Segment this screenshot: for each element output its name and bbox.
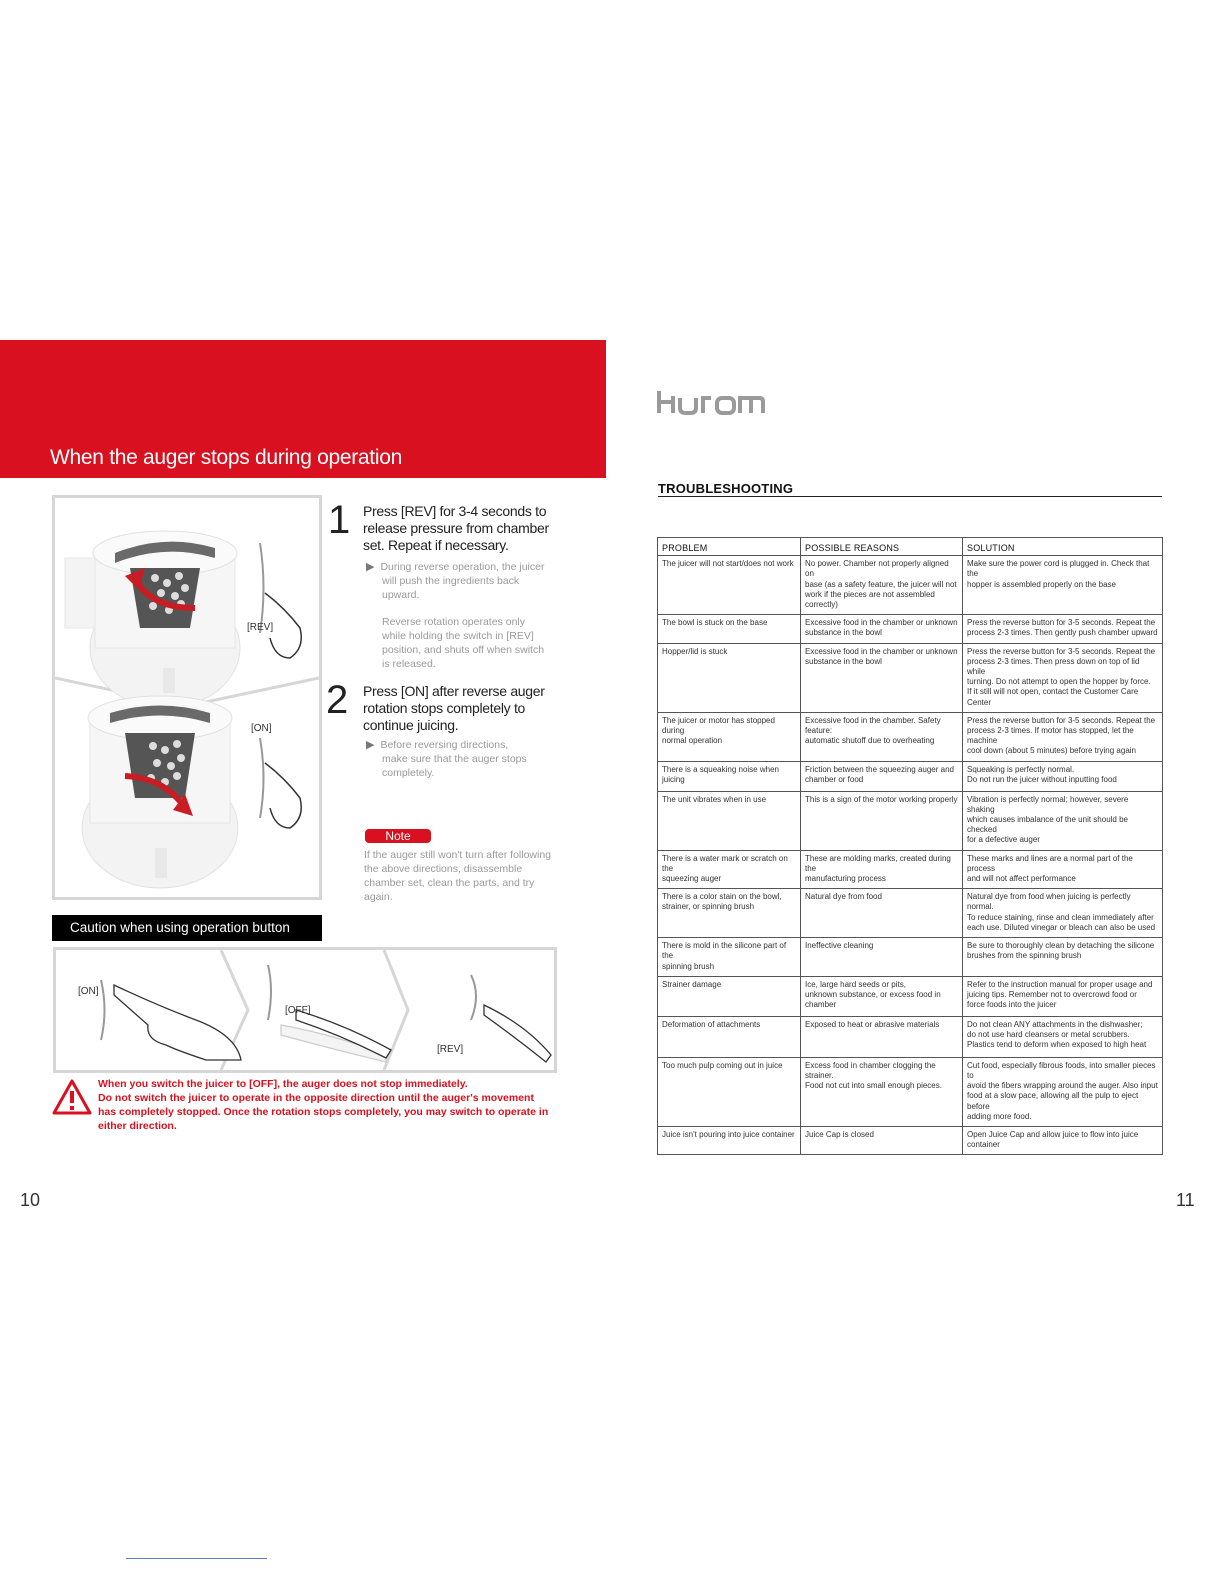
on-button-label: [ON] [78, 986, 99, 997]
cell-solution: Press the reverse button for 3-5 seconds. Repeat the process 2-3 times. If motor has stopped, let the machine cool down (about 5 minutes) before trying again [963, 712, 1163, 761]
step-2-number: 2 [326, 678, 349, 722]
table-row [658, 889, 1163, 938]
table-row [658, 1126, 1163, 1154]
cell-solution: Make sure the power cord is plugged in. Check that the hopper is assembled properly on the base [963, 556, 1163, 615]
title-divider [658, 496, 1162, 497]
hurom-logo [656, 388, 766, 416]
operation-button-illustration [53, 947, 557, 1073]
page-number-right: 11 [1176, 1190, 1195, 1210]
table-row [658, 1016, 1163, 1057]
table-row [658, 643, 1163, 712]
step-2-instructions: Press [ON] after reverse auger rotation stops completely to continue juicing. [363, 683, 545, 733]
cell-reasons: Excessive food in the chamber or unknown substance in the bowl [801, 643, 963, 712]
footer-link-underline [126, 1558, 267, 1559]
table-row [658, 850, 1163, 889]
cell-solution: Press the reverse button for 3-5 seconds. Repeat the process 2-3 times. Then gently push chamber upward [963, 615, 1163, 643]
cell-solution: Vibration is perfectly normal; however, severe shaking which causes imbalance of the unit should be checked for a defective auger [963, 791, 1163, 850]
cell-reasons: Excessive food in the chamber or unknown substance in the bowl [801, 615, 963, 643]
header-solution: SOLUTION [963, 538, 1163, 556]
cell-problem: The juicer or motor has stopped during normal operation [658, 712, 801, 761]
step-1-number: 1 [328, 498, 351, 542]
caution-heading: Caution when using operation button [52, 915, 322, 941]
header-reasons: POSSIBLE REASONS [801, 538, 963, 556]
table-row [658, 938, 1163, 977]
cell-solution: Refer to the instruction manual for proper usage and juicing tips. Remember not to overcrowd food or force foods into the juicer [963, 976, 1163, 1016]
note-badge: Note [365, 829, 431, 843]
off-button-label: [OFF] [285, 1005, 311, 1016]
bullet-arrow-icon: ▶ [366, 739, 375, 751]
cell-problem: The unit vibrates when in use [658, 791, 801, 850]
step-2-detail: ▶ Before reversing directions, make sure that the auger stops completely. [366, 739, 527, 779]
page-number-left: 10 [20, 1190, 41, 1210]
cell-reasons: Friction between the squeezing auger and chamber or food [801, 761, 963, 791]
table-row [658, 615, 1163, 643]
note-text: If the auger still won't turn after following the above directions, disassemble chamber set, clean the parts, and try again. [364, 849, 552, 903]
cell-solution: Open Juice Cap and allow juice to flow into juice container [963, 1126, 1163, 1154]
cell-reasons: Excess food in chamber clogging the strainer. Food not cut into small enough pieces. [801, 1057, 963, 1126]
rev-label: [REV] [247, 622, 274, 633]
table-row [658, 1057, 1163, 1126]
cell-problem: Strainer damage [658, 976, 801, 1016]
warning-icon [52, 1079, 92, 1115]
cell-reasons: Excessive food in the chamber. Safety feature: automatic shutoff due to overheating [801, 712, 963, 761]
juicer-illustration [52, 495, 322, 900]
cell-reasons: Juice Cap is closed [801, 1126, 963, 1154]
cell-reasons: No power. Chamber not properly aligned on base (as a safety feature, the juicer will not work if the pieces are not assembled correctly) [801, 556, 963, 615]
cell-reasons: This is a sign of the motor working properly [801, 791, 963, 850]
cell-solution: These marks and lines are a normal part of the process and will not affect performance [963, 850, 1163, 889]
juicer-rev-image [65, 531, 301, 708]
cell-problem: The bowl is stuck on the base [658, 615, 801, 643]
cell-problem: Deformation of attachments [658, 1016, 801, 1057]
cell-problem: There is mold in the silicone part of the spinning brush [658, 938, 801, 977]
cell-solution: Be sure to thoroughly clean by detaching the silicone brushes from the spinning brush [963, 938, 1163, 977]
table-row [658, 791, 1163, 850]
cell-problem: Juice isn't pouring into juice container [658, 1126, 801, 1154]
cell-reasons: Ice, large hard seeds or pits, unknown substance, or excess food in chamber [801, 976, 963, 1016]
cell-problem: There is a squeaking noise when juicing [658, 761, 801, 791]
cell-problem: There is a water mark or scratch on the squeezing auger [658, 850, 801, 889]
bullet-arrow-icon: ▶ [366, 561, 375, 573]
cell-problem: Hopper/lid is stuck [658, 643, 801, 712]
cell-solution: Cut food, especially fibrous foods, into smaller pieces to avoid the fibers wrapping around the auger. Also input food at a slow pace, allowing all the pulp to eject before adding more food. [963, 1057, 1163, 1126]
cell-problem: The juicer will not start/does not work [658, 556, 801, 615]
cell-problem: There is a color stain on the bowl, strainer, or spinning brush [658, 889, 801, 938]
table-row [658, 976, 1163, 1016]
step-1-detail-2: Reverse rotation operates only while holding the switch in [REV] position, and shuts off when switch is released. [382, 616, 545, 670]
cell-solution: Do not clean ANY attachments in the dishwasher; do not use hard cleansers or metal scrubbers. Plastics tend to deform when exposed to high heat [963, 1016, 1163, 1057]
rev-button-label: [REV] [437, 1044, 464, 1055]
troubleshooting-title: TROUBLESHOOTING [658, 481, 794, 496]
cell-solution: Squeaking is perfectly normal. Do not run the juicer without inputting food [963, 761, 1163, 791]
step-1-instructions: Press [REV] for 3-4 seconds to release pressure from chamber set. Repeat if necessary. [363, 503, 549, 553]
table-row [658, 556, 1163, 615]
header-problem: PROBLEM [658, 538, 801, 556]
on-label: [ON] [251, 723, 272, 734]
cell-reasons: Exposed to heat or abrasive materials [801, 1016, 963, 1057]
step-1-detail: ▶ During reverse operation, the juicer will push the ingredients back upward. [366, 561, 545, 601]
juicer-diagram [55, 498, 319, 897]
cell-problem: Too much pulp coming out in juice [658, 1057, 801, 1126]
cell-reasons: Ineffective cleaning [801, 938, 963, 977]
cell-reasons: Natural dye from food [801, 889, 963, 938]
cell-solution: Press the reverse button for 3-5 seconds. Repeat the process 2-3 times. Then press down on top of lid while turning. Do not attempt to open the hopper by force. If it still will not open, contact the Customer Care Center [963, 643, 1163, 712]
table-header-row [658, 538, 1163, 556]
table-row [658, 712, 1163, 761]
caution-warning-text: When you switch the juicer to [OFF], the auger does not stop immediately. Do not switch the juicer to operate in the opposite direction until the auger's movement has completely stopped. Once the rotation stops completely, you may switch to operate in either direction. [98, 1078, 549, 1132]
troubleshooting-table [657, 537, 1163, 1155]
table-row [658, 761, 1163, 791]
cell-solution: Natural dye from food when juicing is perfectly normal. To reduce staining, rinse and clean immediately after each use. Diluted vinegar or bleach can also be used [963, 889, 1163, 938]
section-title: When the auger stops during operation [50, 446, 402, 469]
cell-reasons: These are molding marks, created during the manufacturing process [801, 850, 963, 889]
